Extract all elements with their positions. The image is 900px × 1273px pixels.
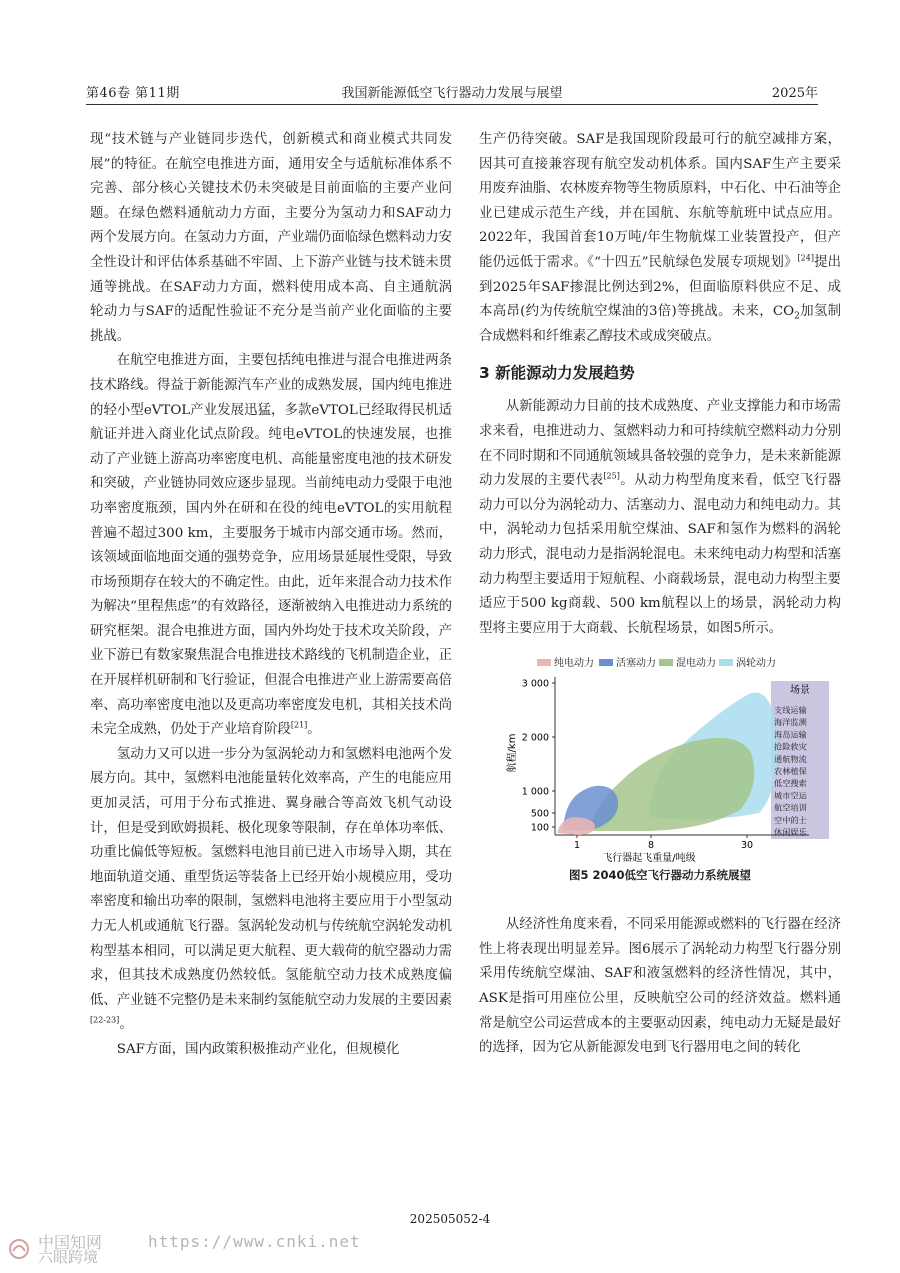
legend-swatch: [719, 659, 733, 666]
scenario-label: 通航物流: [774, 754, 807, 765]
running-title: 我国新能源低空飞行器动力发展与展望: [341, 86, 563, 101]
legend-label: 活塞动力: [616, 658, 656, 670]
chart-svg: [479, 653, 841, 865]
citation: [22-23]: [90, 1015, 120, 1025]
x-tick-label: 1: [573, 840, 581, 852]
journal-volume-issue: 第46卷 第11期: [86, 86, 180, 101]
legend-label: 纯电动力: [554, 658, 594, 670]
scenario-label: 海洋监测: [774, 717, 807, 728]
legend-label: 混电动力: [676, 658, 716, 670]
scenario-label: 低空搜索: [774, 778, 807, 789]
citation: [24]: [797, 253, 814, 263]
scenario-label: 农林植保: [774, 766, 807, 777]
legend-swatch: [537, 659, 551, 666]
right-column: [479, 128, 841, 1061]
legend-swatch: [599, 659, 613, 666]
paragraph: 从经济性角度来看，不同采用能源或燃料的飞行器在经济性上将表现出明显差异。图6展示了涡轮动力构型飞行器分别采用传统航空煤油、SAF和液氢燃料的经济性情况，其中，ASK是指可用座位公里，反映航空公司的经济效益。燃料通常是航空公司运营成本的主要驱动因素，纯电动力无疑是最好的选择，因为它从新能源发电到飞行器用电之间的转化: [479, 917, 841, 1056]
x-tick-label: 8: [647, 840, 655, 852]
left-column: [90, 128, 452, 1063]
paragraph: 现“技术链与产业链同步迭代，创新模式和商业模式共同发展”的特征。在航空电推进方面，通用安全与适航标准体系不完善、部分核心关键技术仍未突破是目前面临的主要产业问题。在绿色燃料通航动力方面，主要分为氢动力和SAF动力两个发展方向。在氢动力方面，产业端仍面临绿色燃料动力安全性设计和评估体系基础不牢固、上下游产业链与技术链未贯通等挑战。在SAF动力方面，燃料使用成本高、自主通航涡轮动力与SAF的适配性验证不充分是当前产业化面临的主要挑战。: [90, 132, 452, 344]
scenario-label: 航空培训: [774, 802, 807, 813]
paragraph: 氢动力又可以进一步分为氢涡轮动力和氢燃料电池两个发展方向。其中，氢燃料电池能量转化效率高，产生的电能应用更加灵活，可用于分布式推进、翼身融合等高效飞机气动设计，但是受到欧姆损耗、极化现象等限制，存在单体功率低、功重比偏低等短板。氢燃料电池目前已进入市场导入期，其在地面轨道交通、重型货运等装备上已经开始小规模应用，受功率密度和输出功率的限制，氢燃料电池将主要应用于小型氢动力无人机或通航飞行器。氢涡轮发动机与传统航空涡轮发动机构型基本相同，可以满足更大航程、更大载荷的航空器动力需求，但其技术成熟度仍然较低。氢能航空动力技术成熟度偏低、产业链不完整仍是未来制约氢能航空动力发展的主要因素[22-23]。: [90, 746, 452, 1033]
scenario-label: 城市空运: [774, 790, 807, 801]
y-tick-label: 500: [530, 808, 549, 820]
y-axis-label: 航程/km: [507, 733, 518, 773]
figure-5-chart: [479, 653, 841, 865]
paragraph: SAF方面，国内政策积极推动产业化，但规模化: [116, 1041, 400, 1057]
citation: [25]: [603, 471, 620, 481]
x-axis-label: 飞行器起飞重量/吨级: [602, 853, 696, 865]
page-code: 202505052-4: [409, 1212, 491, 1226]
scenario-label: 支线运输: [774, 705, 807, 716]
scenario-label: 休闲娱乐: [774, 827, 807, 838]
section-heading: 3 新能源动力发展趋势: [479, 364, 635, 383]
paragraph: 从新能源动力目前的技术成熟度、产业支撑能力和市场需求来看，电推进动力、氢燃料动力和可持续航空燃料动力分别在不同时期和不同通航领域具备较强的竞争力，是未来新能源动力发展的主要代表[25]。从动力构型角度来看，低空飞行器动力可以分为涡轮动力、活塞动力、混电动力和纯电动力。其中，涡轮动力包括采用航空煤油、SAF和氢作为燃料的涡轮动力形式，混电动力是指涡轮混电。未来纯电动力构型和活塞动力构型主要适用于短航程、小商载场景，混电动力构型主要适应于500 kg商载、500 km航程以上的场景，涡轮动力构型将主要应用于大商载、长航程场景，如图5所示。: [479, 399, 842, 636]
scenario-label: 空中的士: [774, 815, 807, 826]
y-tick-label: 100: [530, 822, 549, 834]
figure-caption: 图5 2040低空飞行器动力系统展望: [568, 868, 751, 883]
paragraph: 在航空电推进方面，主要包括纯电推进与混合电推进两条技术路线。得益于新能源汽车产业的成熟发展，国内纯电推进的轻小型eVTOL产业发展迅猛，多款eVTOL已经取得民机适航证并进入商业化试点阶段。纯电eVTOL的快速发展，也推动了产业链上游高功率密度电机、高能量密度电池的技术研发和突破，产业链协同效应逐步显现。当前纯电动力受限于电池功率密度瓶颈，国内外在研和在役的纯电eVTOL的实用航程普遍不超过300 km，主要服务于城市内部交通市场。然而，该领域面临地面交通的强势竞争，应用场景延展性受限，导致市场预期存在较大的不确定性。由此，近年来混合动力技术作为解决“里程焦虑”的有效路径，逐渐被纳入电推进动力系统的研究框架。混合电推进方面，国内外均处于技术攻关阶段，产业下游已有数家聚焦混合电推进技术路线的飞机制造企业，正在开展样机研制和飞行验证，但混合电推进产业上游需要高倍率、高功率密度电池以及更高功率密度发电机，其相关技术尚未完全成熟，仍处于产业培育阶段[21]。: [90, 353, 452, 738]
scenario-label: 抢险救灾: [774, 741, 807, 752]
watermark-url: https://www.cnki.net: [148, 1232, 361, 1251]
paragraph: 生产仍待突破。SAF是我国现阶段最可行的航空减排方案，因其可直接兼容现有航空发动机体系。国内SAF生产主要采用废弃油脂、农林废弃物等生物质原料，中石化、中石油等企业已建成示范生产线，并在国航、东航等航班中试点应用。2022年，我国首套10万吨/年生物航煤工业装置投产，但产能仍远低于需求。《“十四五”民航绿色发展专项规划》[24]提出到2025年SAF掺混比例达到2%，但面临原料供应不足、成本高昂(约为传统航空煤油的3倍)等挑战。未来，$CO_2$加氢制合成燃料和纤维素乙醇技术或成突破点。: [479, 132, 842, 344]
y-tick-label: 2 000: [521, 732, 549, 744]
y-tick-label: 1 000: [521, 786, 549, 798]
citation: [21]: [290, 720, 308, 730]
cnki-logo-icon: [8, 1238, 30, 1260]
watermark-cnki-cn: 中国知网: [38, 1233, 103, 1252]
y-tick-label: 3 000: [521, 678, 549, 690]
legend-swatch: [659, 659, 673, 666]
journal-year: 2025年: [771, 86, 818, 101]
x-tick-label: 30: [740, 840, 754, 852]
watermark-mirror: 六眼跨境: [38, 1248, 99, 1266]
running-header: [86, 82, 818, 105]
scenario-label: 海岛运输: [774, 729, 807, 740]
legend-label: 涡轮动力: [736, 658, 776, 670]
scenario-title: 场景: [790, 685, 810, 697]
